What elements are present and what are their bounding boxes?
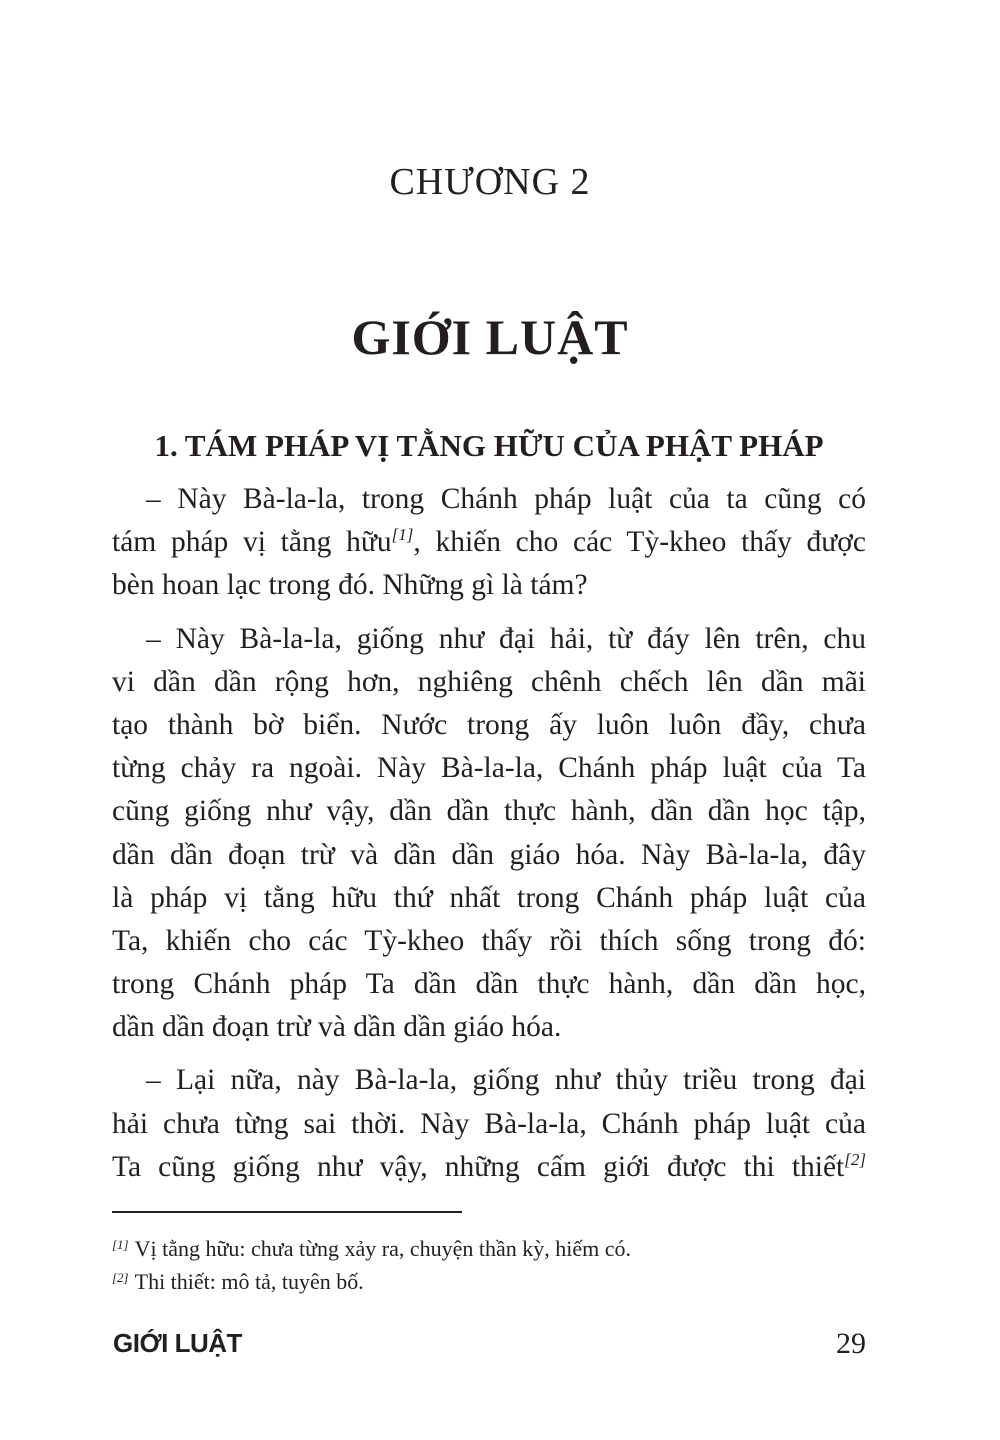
footnote-marker: [1] [112,1237,129,1252]
text-line: Ta, khiến cho các Tỳ-kheo thấy rồi thích sống trong đó: [112,924,866,957]
footnote-marker: [2] [112,1270,129,1285]
text-line [112,1146,866,1189]
footnote-ref-1: [1] [391,525,414,545]
text-line: tạo thành bờ biển. Nước trong ấy luôn luôn đầy, chưa [112,708,866,741]
text-line: – Này Bà-la-la, trong Chánh pháp luật của ta cũng có [146,483,866,515]
chapter-title: GIỚI LUẬT [351,309,629,365]
text-line: từng chảy ra ngoài. Này Bà-la-la, Chánh pháp luật của Ta [112,752,866,785]
footnote-text: Thi thiết: mô tả, tuyên bố. [134,1269,364,1294]
footnote-divider [112,1211,462,1213]
text-line-part: , khiến cho các Tỳ-kheo thấy được [413,526,866,559]
text-line: hải chưa từng sai thời. Này Bà-la-la, Chánh pháp luật của [112,1107,866,1140]
page-number: 29 [836,1327,866,1360]
paragraph-2 [112,618,866,1050]
chapter-label: CHƯƠNG 2 [389,161,591,203]
text-line: bèn hoan lạc trong đó. Những gì là tám? [112,569,588,602]
text-line-part: tám pháp vị tằng hữu [112,526,392,559]
footnote-2 [112,1263,872,1296]
text-line: – Này Bà-la-la, giống như đại hải, từ đáy lên trên, chu [146,622,866,655]
running-head: GIỚI LUẬT [113,1328,242,1358]
text-line-part: Ta cũng giống như vậy, những cấm giới được thi thiết [112,1150,845,1183]
section-heading: 1. TÁM PHÁP VỊ TẰNG HỮU CỦA PHẬT PHÁP [154,428,824,463]
footnotes [112,1230,872,1296]
text-line: vi dần dần rộng hơn, nghiêng chênh chếch lên dần mãi [112,665,866,698]
paragraph-3 [112,1059,866,1189]
text-line: trong Chánh pháp Ta dần dần thực hành, dần dần học, [112,968,866,1001]
text-line: – Lại nữa, này Bà-la-la, giống như thủy triều trong đại [146,1064,866,1097]
text-line: dần dần đoạn trừ và dần dần giáo hóa. Này Bà-la-la, đây [112,838,866,871]
footnote-1 [112,1230,872,1263]
text-line: là pháp vị tằng hữu thứ nhất trong Chánh pháp luật của [112,881,866,914]
text-line [112,521,866,564]
paragraph-1 [112,478,866,608]
text-line: cũng giống như vậy, dần dần thực hành, dần dần học tập, [112,795,866,828]
body-text [112,478,866,1199]
footnote-ref-2: [2] [844,1149,866,1169]
text-line: dần dần đoạn trừ và dần dần giáo hóa. [112,1011,562,1044]
footnote-text: Vị tằng hữu: chưa từng xảy ra, chuyện thần kỳ, hiếm có. [134,1236,632,1261]
